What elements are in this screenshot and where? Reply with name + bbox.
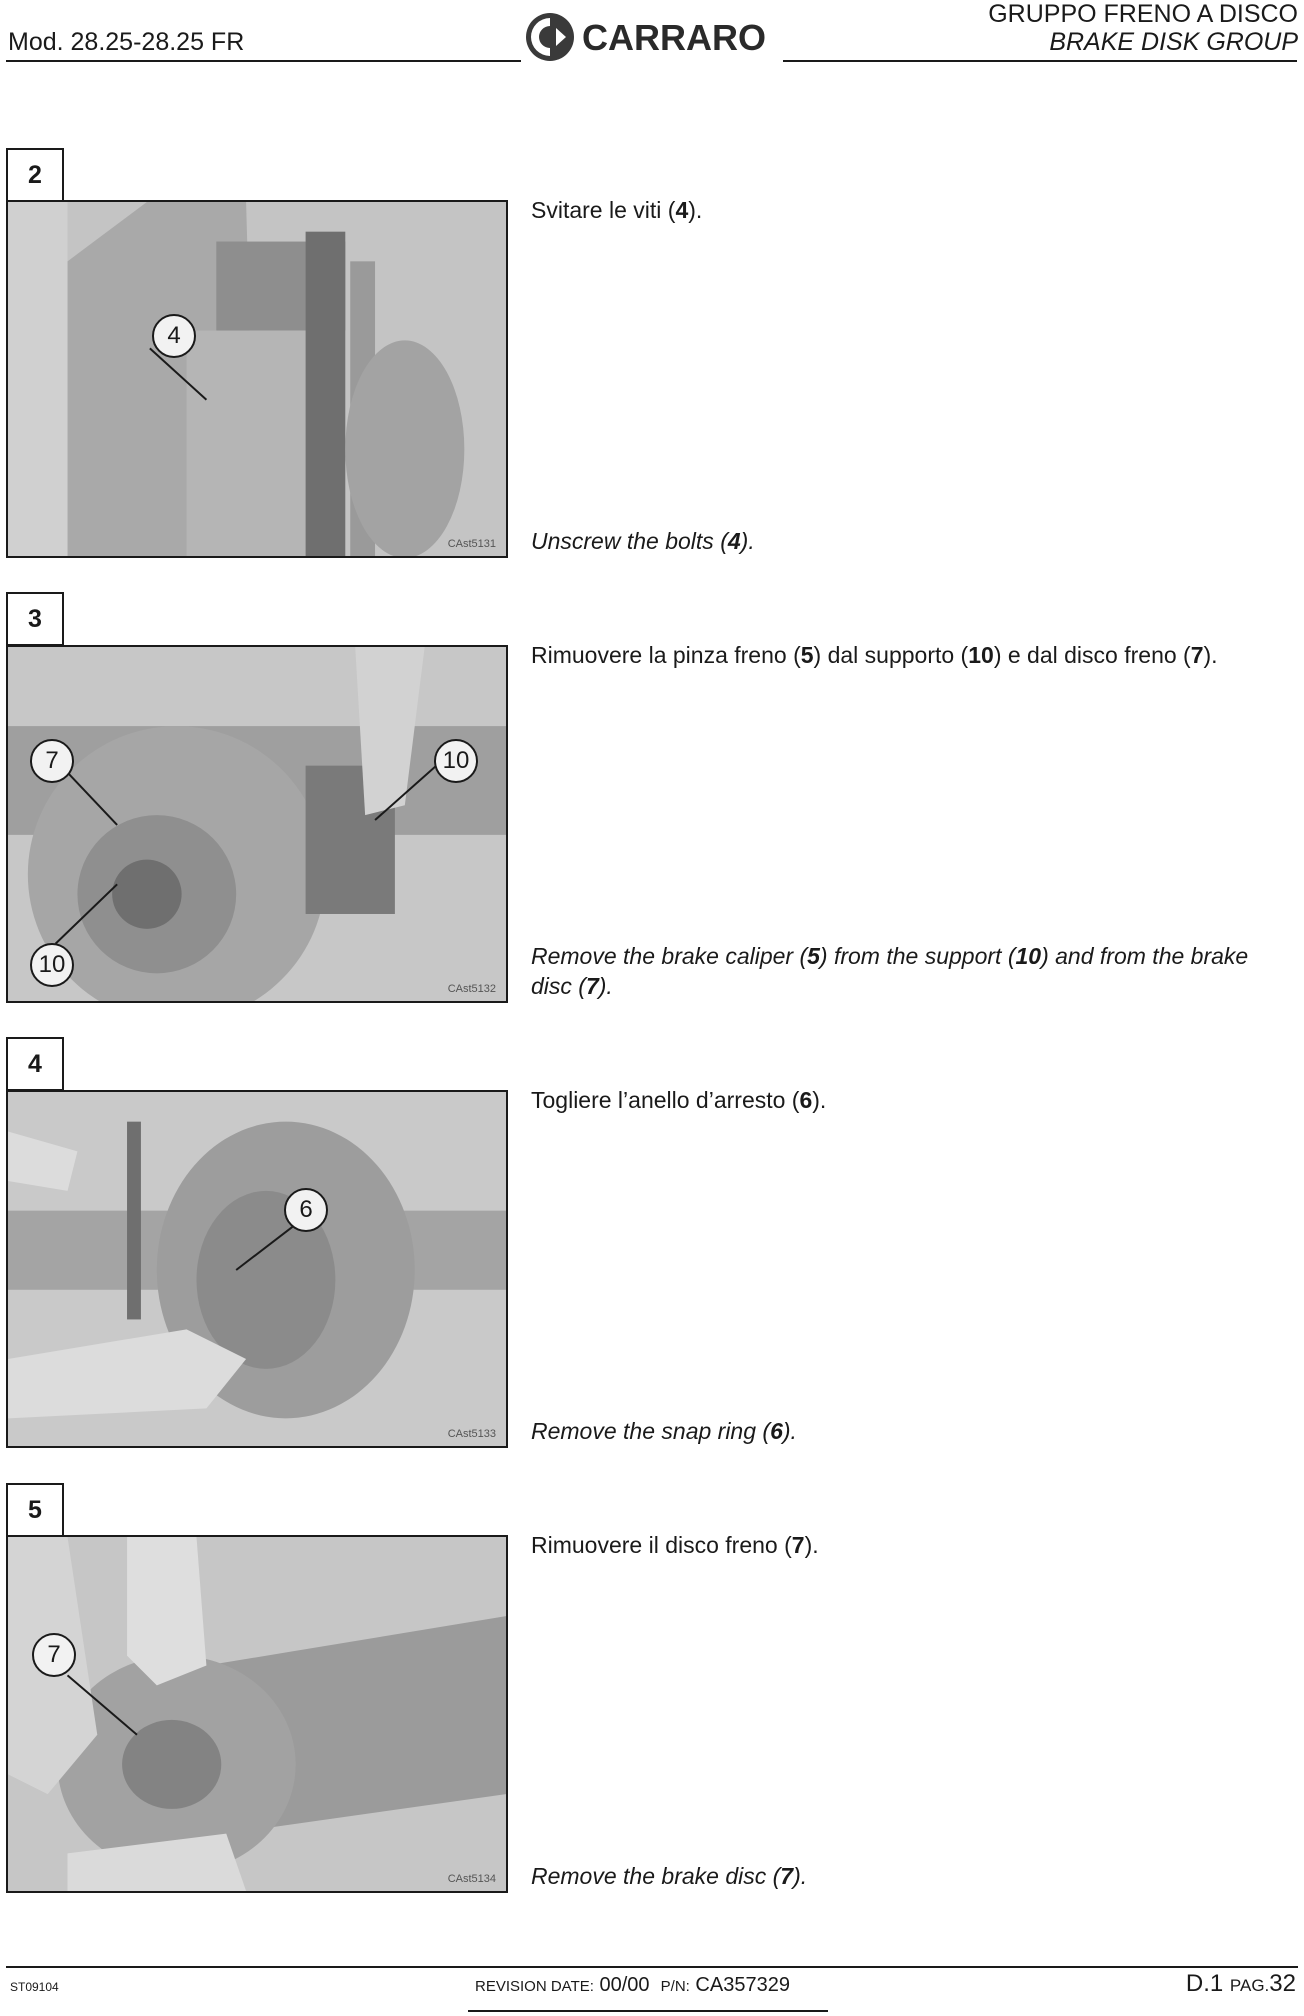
photo-code: CAst5132 <box>447 983 496 995</box>
step-photo <box>6 645 508 1003</box>
instruction-it: Togliere l’anello d’arresto (6). <box>531 1087 827 1113</box>
instruction-en: Remove the brake disc (7). <box>531 1863 808 1889</box>
section-title-it: GRUPPO FRENO A DISCO <box>988 0 1298 28</box>
callout-marker: 6 <box>284 1188 328 1232</box>
section-number: D.1 <box>1185 1970 1224 1997</box>
step-photo <box>6 200 508 558</box>
footer-rule-short <box>468 2010 828 2012</box>
brand-name: CARRARO <box>582 17 766 58</box>
instruction-it: Rimuovere la pinza freno (5) dal supporto (10) e dal disco freno (7). <box>531 642 1218 668</box>
model-label: Mod. 28.25-28.25 FR <box>8 28 245 56</box>
photo-code: CAst5131 <box>447 538 496 550</box>
part-number-value: CA357329 <box>695 1974 790 1996</box>
callout-marker: 10 <box>30 943 74 987</box>
section-title-en: BRAKE DISK GROUP <box>1049 28 1298 56</box>
brand-logo <box>520 6 790 68</box>
step-number: 3 <box>6 592 64 646</box>
callout-marker: 4 <box>152 314 196 358</box>
revision-label: REVISION DATE: <box>475 1978 594 1995</box>
step-photo <box>6 1535 508 1893</box>
revision-value: 00/00 <box>599 1974 650 1996</box>
step-number: 4 <box>6 1037 64 1091</box>
step-number: 5 <box>6 1483 64 1537</box>
document-code: ST09104 <box>10 1980 59 1994</box>
photo-code: CAst5134 <box>447 1873 496 1885</box>
revision-info <box>475 1974 790 1997</box>
instruction-it: Svitare le viti (4). <box>531 197 703 223</box>
instruction-en: Remove the brake caliper (5) from the support (10) and from the brake disc (7). <box>531 943 1249 999</box>
callout-marker: 10 <box>434 739 478 783</box>
photo-code: CAst5133 <box>447 1428 496 1440</box>
header-rule-right <box>783 60 1297 62</box>
instruction-en: Unscrew the bolts (4). <box>531 528 755 554</box>
callout-marker: 7 <box>30 739 74 783</box>
instruction-en: Remove the snap ring (6). <box>531 1418 797 1444</box>
page-indicator <box>1186 1970 1296 1998</box>
step-number: 2 <box>6 148 64 202</box>
header-rule-left <box>6 60 521 62</box>
footer-rule <box>6 1966 1298 1968</box>
part-number-label: P/N: <box>660 1978 690 1995</box>
instruction-it: Rimuovere il disco freno (7). <box>531 1532 819 1558</box>
page-label: PAG. <box>1229 1976 1270 1995</box>
page-number: 32 <box>1269 1970 1296 1997</box>
callout-marker: 7 <box>32 1633 76 1677</box>
step-photo <box>6 1090 508 1448</box>
